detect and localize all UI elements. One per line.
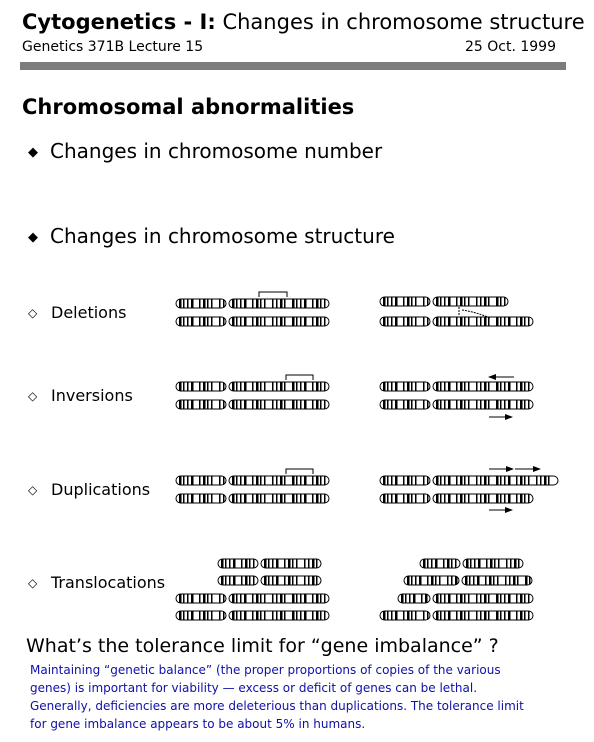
chromosome xyxy=(176,594,329,603)
duplication-bracket xyxy=(286,469,313,474)
title-rest: Changes in chromosome structure xyxy=(215,10,585,34)
section-heading: Chromosomal abnormalities xyxy=(22,95,355,119)
chromosome xyxy=(380,400,533,409)
deletions-abnormal xyxy=(380,297,533,326)
bullet-number-text: Changes in chromosome number xyxy=(50,139,383,163)
type-label-translocations-text: Translocations xyxy=(51,573,166,592)
inversions-abnormal xyxy=(380,377,533,417)
open-diamond-icon: ◇ xyxy=(28,306,38,320)
type-label-deletions-text: Deletions xyxy=(51,303,127,322)
chromosome xyxy=(380,494,533,503)
explanatory-note xyxy=(30,661,578,733)
note-line: for gene imbalance appears to be about 5% in humans. xyxy=(30,717,366,731)
note-line: genes) is important for viability — excess or deficit of genes can be lethal. xyxy=(30,681,478,695)
open-diamond-icon: ◇ xyxy=(28,576,38,590)
title-bold: Cytogenetics - I: xyxy=(22,10,216,34)
chromosome xyxy=(380,611,533,620)
type-label-duplications-text: Duplications xyxy=(51,480,151,499)
open-diamond-icon: ◇ xyxy=(28,389,38,403)
chromosome xyxy=(398,594,533,603)
chromosome xyxy=(380,297,508,306)
chromosome xyxy=(420,559,523,568)
chromosome xyxy=(176,476,329,485)
deletion-loop-line xyxy=(459,307,490,318)
diamond-bullet-icon: ◆ xyxy=(28,145,38,160)
chromosome xyxy=(380,317,533,326)
chromosome xyxy=(176,317,329,326)
chromosome xyxy=(380,476,558,485)
lecture-date: 25 Oct. 1999 xyxy=(465,39,556,55)
chromosome xyxy=(176,494,329,503)
lecture-subtitle: Genetics 371B Lecture 15 xyxy=(22,39,204,55)
chromosome xyxy=(176,382,329,391)
chromosome xyxy=(380,382,533,391)
chromosome xyxy=(218,576,321,585)
chromosome xyxy=(176,611,329,620)
deletions-normal xyxy=(176,292,329,326)
duplications-normal xyxy=(176,469,329,503)
chromosome xyxy=(176,299,329,308)
chromosome xyxy=(404,576,532,585)
translocations-normal xyxy=(176,559,329,620)
translocations-abnormal xyxy=(380,559,533,620)
diamond-bullet-icon: ◆ xyxy=(28,230,38,245)
note-line: Generally, deficiencies are more deleterious than duplications. The tolerance limit xyxy=(30,699,524,713)
note-line: Maintaining “genetic balance” (the proper proportions of copies of the various xyxy=(30,663,501,677)
inversion-bracket xyxy=(286,375,313,380)
deletion-bracket xyxy=(259,292,287,297)
type-label-inversions-text: Inversions xyxy=(51,386,133,405)
open-diamond-icon: ◇ xyxy=(28,483,38,497)
chromosome xyxy=(176,400,329,409)
bullet-structure-text: Changes in chromosome structure xyxy=(50,224,395,248)
tolerance-question: What’s the tolerance limit for “gene imbalance” ? xyxy=(26,635,499,657)
duplications-abnormal xyxy=(380,469,558,510)
inversions-normal xyxy=(176,375,329,409)
chromosome xyxy=(218,559,321,568)
